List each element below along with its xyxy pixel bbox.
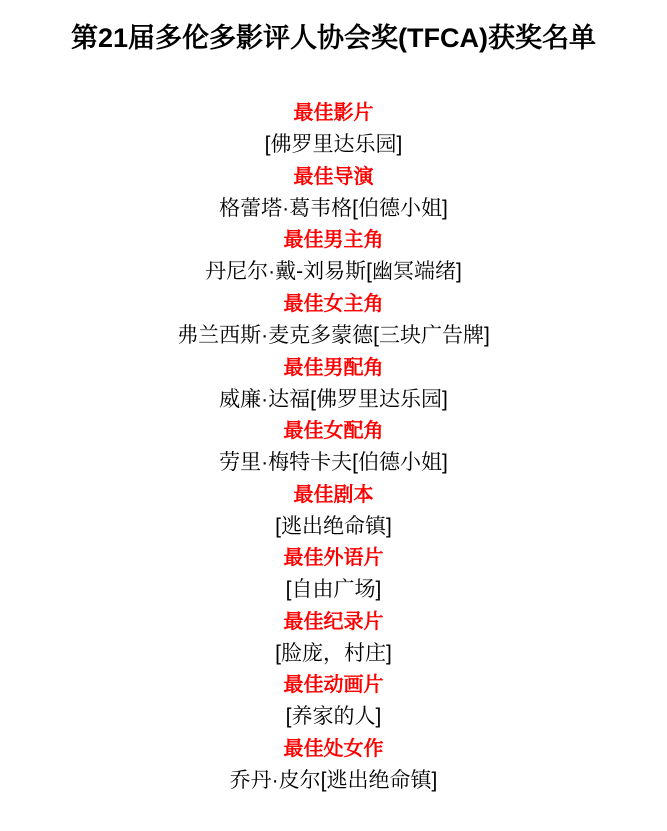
award-entry [0, 607, 667, 671]
award-winner: [自由广场] [285, 578, 382, 602]
award-category: 最佳影片 [293, 102, 374, 125]
award-winner: 威廉·达福[佛罗里达乐园] [219, 387, 448, 411]
award-category: 最佳剧本 [293, 483, 374, 506]
award-entry-list [0, 98, 667, 797]
award-entry [0, 225, 667, 289]
award-winner: 丹尼尔·戴-刘易斯[幽冥端绪] [205, 260, 462, 284]
award-category: 最佳导演 [293, 165, 374, 188]
award-entry [0, 98, 667, 162]
award-winner: 格蕾塔·葛韦格[伯德小姐] [219, 196, 448, 220]
award-entry [0, 543, 667, 607]
award-entry [0, 416, 667, 480]
award-entry [0, 162, 667, 226]
award-entry [0, 353, 667, 417]
page-title: 第21届多伦多影评人协会奖(TFCA)获奖名单 [71, 23, 596, 53]
award-winner: [脸庞，村庄] [275, 641, 392, 665]
award-winner: 劳里·梅特卡夫[伯德小姐] [219, 451, 448, 475]
award-category: 最佳女主角 [283, 293, 384, 316]
award-winner: [逃出绝命镇] [275, 514, 392, 538]
award-entry [0, 734, 667, 798]
award-category: 最佳男主角 [283, 229, 384, 252]
award-category: 最佳纪录片 [283, 610, 384, 633]
award-entry [0, 480, 667, 544]
award-winner: 弗兰西斯·麦克多蒙德[三块广告牌] [177, 324, 490, 348]
award-category: 最佳动画片 [283, 674, 384, 697]
award-category: 最佳外语片 [283, 547, 384, 570]
award-entry [0, 289, 667, 353]
award-category: 最佳处女作 [283, 737, 384, 760]
award-winner: [佛罗里达乐园] [264, 133, 403, 157]
award-winner: [养家的人] [285, 705, 382, 729]
award-winner: 乔丹·皮尔[逃出绝命镇] [229, 768, 438, 792]
award-entry [0, 670, 667, 734]
award-category: 最佳男配角 [283, 356, 384, 379]
award-category: 最佳女配角 [283, 420, 384, 443]
